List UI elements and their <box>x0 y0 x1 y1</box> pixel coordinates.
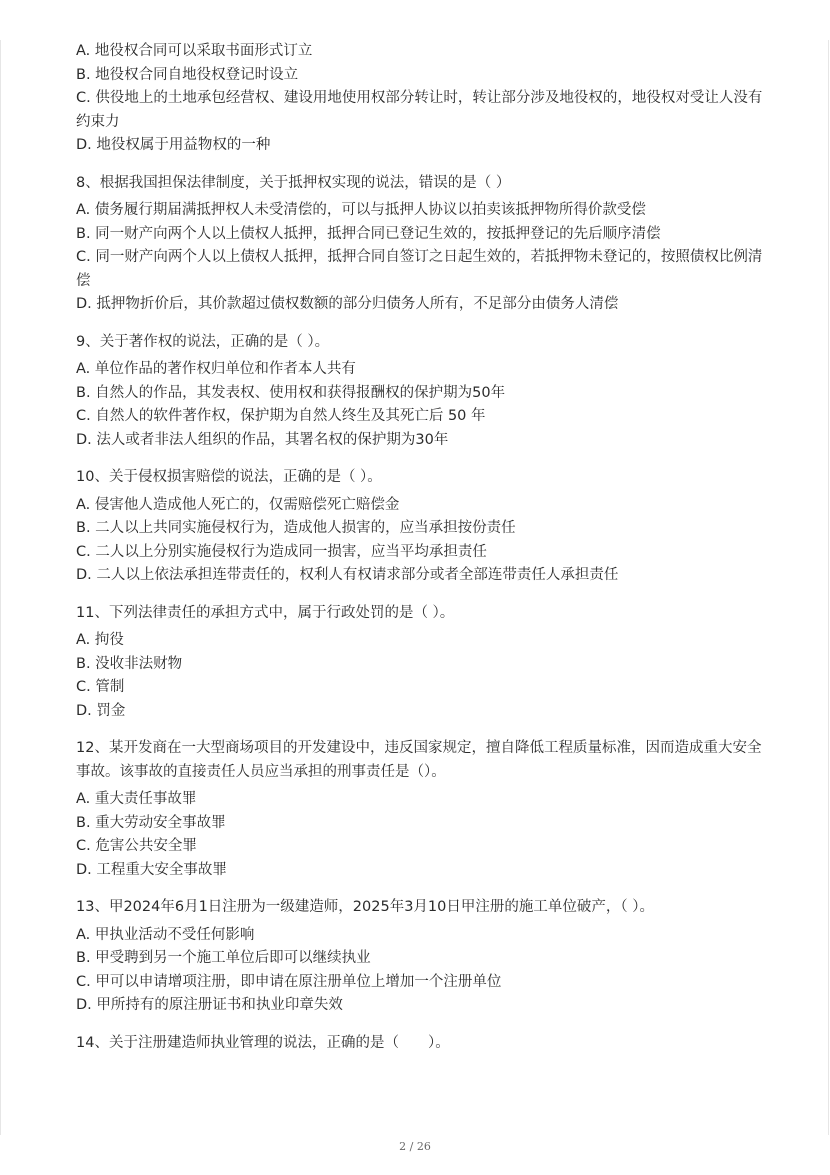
question-7-options <box>76 40 766 158</box>
document-page <box>0 40 829 1135</box>
question-stem: 14、关于注册建造师执业管理的说法，正确的是（ ）。 <box>76 1034 450 1051</box>
option-d: D. 抵押物折价后，其价款超过债权数额的部分归债务人所有，不足部分由债务人清偿 <box>76 296 619 312</box>
option-b: B. 重大劳动安全事故罪 <box>76 814 226 831</box>
question-8 <box>76 172 766 317</box>
question-stem: 11、下列法律责任的承担方式中，属于行政处罚的是（ ）。 <box>76 604 455 621</box>
option-c: C. 甲可以申请增项注册，即申请在原注册单位上增加一个注册单位 <box>76 973 502 990</box>
option-b: B. 自然人的作品，其发表权、使用权和获得报酬权的保护期为50年 <box>76 384 506 401</box>
option-a: A. 重大责任事故罪 <box>76 791 197 807</box>
option-d: D. 地役权属于用益物权的一种 <box>76 137 271 153</box>
option-d: D. 法人或者非法人组织的作品，其署名权的保护期为30年 <box>76 431 449 448</box>
option-c: C. 同一财产向两个人以上债权人抵押，抵押合同自签订之日起生效的，若抵押物未登记的，按照债权比例清偿 <box>76 249 763 289</box>
option-c: C. 自然人的软件著作权，保护期为自然人终生及其死亡后 50 年 <box>76 408 486 424</box>
option-a: A. 地役权合同可以采取书面形式订立 <box>76 43 313 59</box>
option-d: D. 工程重大安全事故罪 <box>76 861 227 878</box>
option-d: D. 甲所持有的原注册证书和执业印章失效 <box>76 997 343 1013</box>
option-b: B. 地役权合同自地役权登记时设立 <box>76 66 299 83</box>
question-stem: 9、关于著作权的说法，正确的是（ ）。 <box>76 333 330 350</box>
question-12 <box>76 737 766 882</box>
question-14 <box>76 1032 766 1056</box>
question-stem: 12、某开发商在一大型商场项目的开发建设中，违反国家规定，擅自降低工程质量标准，因而造成重大安全事故。该事故的直接责任人员应当承担的刑事责任是（）。 <box>76 740 762 780</box>
question-stem: 13、甲2024年6月1日注册为一级建造师，2025年3月10日甲注册的施工单位破产，（ ）。 <box>76 899 654 915</box>
option-a: A. 单位作品的著作权归单位和作者本人共有 <box>76 361 356 377</box>
option-a: A. 侵害他人造成他人死亡的，仅需赔偿死亡赔偿金 <box>76 496 400 513</box>
page-indicator: 2 / 26 <box>399 1140 431 1153</box>
option-b: B. 没收非法财物 <box>76 655 183 672</box>
option-b: B. 二人以上共同实施侵权行为，造成他人损害的，应当承担按份责任 <box>76 520 516 536</box>
option-c: C. 危害公共安全罪 <box>76 838 197 854</box>
option-a: A. 甲执业活动不受任何影响 <box>76 926 255 943</box>
question-9 <box>76 331 766 453</box>
page-content <box>76 40 766 1059</box>
question-stem: 8、根据我国担保法律制度，关于抵押权实现的说法，错误的是（ ） <box>76 174 511 191</box>
option-a: A. 拘役 <box>76 632 124 648</box>
option-c: C. 二人以上分别实施侵权行为造成同一损害，应当平均承担责任 <box>76 543 487 560</box>
option-a: A. 债务履行期届满抵押权人未受清偿的，可以与抵押人协议以拍卖该抵押物所得价款受偿 <box>76 202 646 218</box>
option-c: C. 供役地上的土地承包经营权、建设用地使用权部分转让时，转让部分涉及地役权的，地役权对受让人没有约束力 <box>76 90 763 130</box>
option-d: D. 罚金 <box>76 702 126 719</box>
question-10 <box>76 466 766 588</box>
question-stem: 10、关于侵权损害赔偿的说法，正确的是（ ）。 <box>76 469 382 485</box>
option-b: B. 甲受聘到另一个施工单位后即可以继续执业 <box>76 950 371 966</box>
option-c: C. 管制 <box>76 679 125 695</box>
option-b: B. 同一财产向两个人以上债权人抵押，抵押合同已登记生效的，按抵押登记的先后顺序清偿 <box>76 225 661 242</box>
question-13 <box>76 896 766 1018</box>
question-11 <box>76 602 766 724</box>
option-d: D. 二人以上依法承担连带责任的，权利人有权请求部分或者全部连带责任人承担责任 <box>76 567 619 583</box>
